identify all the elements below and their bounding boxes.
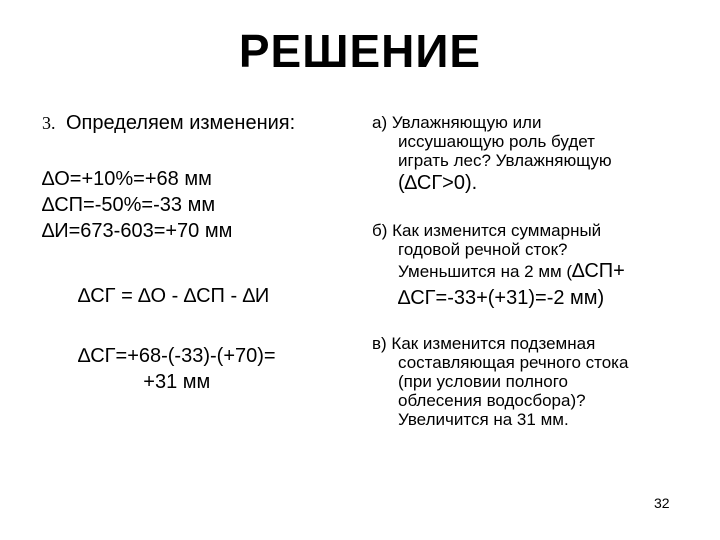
question-b-line: б) Как изменится суммарный [372,221,602,240]
calculation-result: +31 мм [143,371,211,393]
question-a-line: а) Увлажняющую или [372,113,542,132]
change-surface-runoff: ∆СП=-50%=-33 мм [42,194,216,216]
question-c-answer: Увеличится на 31 мм. [398,410,569,429]
question-a-line: играть лес? Увлажняющую [398,151,612,170]
question-a-line: иссушающую роль будет [398,132,595,151]
question-a [372,113,612,196]
question-b-line: годовой речной сток? [398,240,568,259]
question-c-line: составляющая речного стока [398,353,629,372]
page-number: 32 [654,495,670,511]
slide-title: РЕШЕНИЕ [238,25,482,77]
question-b-answer: ∆СГ=-33+(+31)=-2 мм) [398,287,605,309]
question-c [372,334,628,429]
calculation-line-1: ∆СГ=+68-(-33)-(+70)= [78,345,276,367]
question-b-line-3 [372,259,625,285]
question-c-line: (при условии полного [398,372,568,391]
change-evaporation: ∆И=673-603=+70 мм [42,220,233,242]
question-c-line: в) Как изменится подземная [372,334,596,353]
question-c-line: облесения водосбора)? [398,391,586,410]
step-number: 3. [42,113,56,133]
calculation [78,343,276,395]
question-b-answer-prefix: Уменьшится на 2 мм ( [398,262,573,281]
changes-list [42,166,232,244]
balance-formula: ∆СГ = ∆О - ∆СП - ∆И [78,285,270,307]
question-b [372,221,625,311]
change-precipitation: ∆О=+10%=+68 мм [42,168,212,190]
step-text: Определяем изменения: [65,112,296,134]
question-b-answer-suffix: ∆СП+ [572,260,625,282]
question-a-answer: (∆СГ>0). [398,172,478,194]
step-heading [42,112,295,135]
